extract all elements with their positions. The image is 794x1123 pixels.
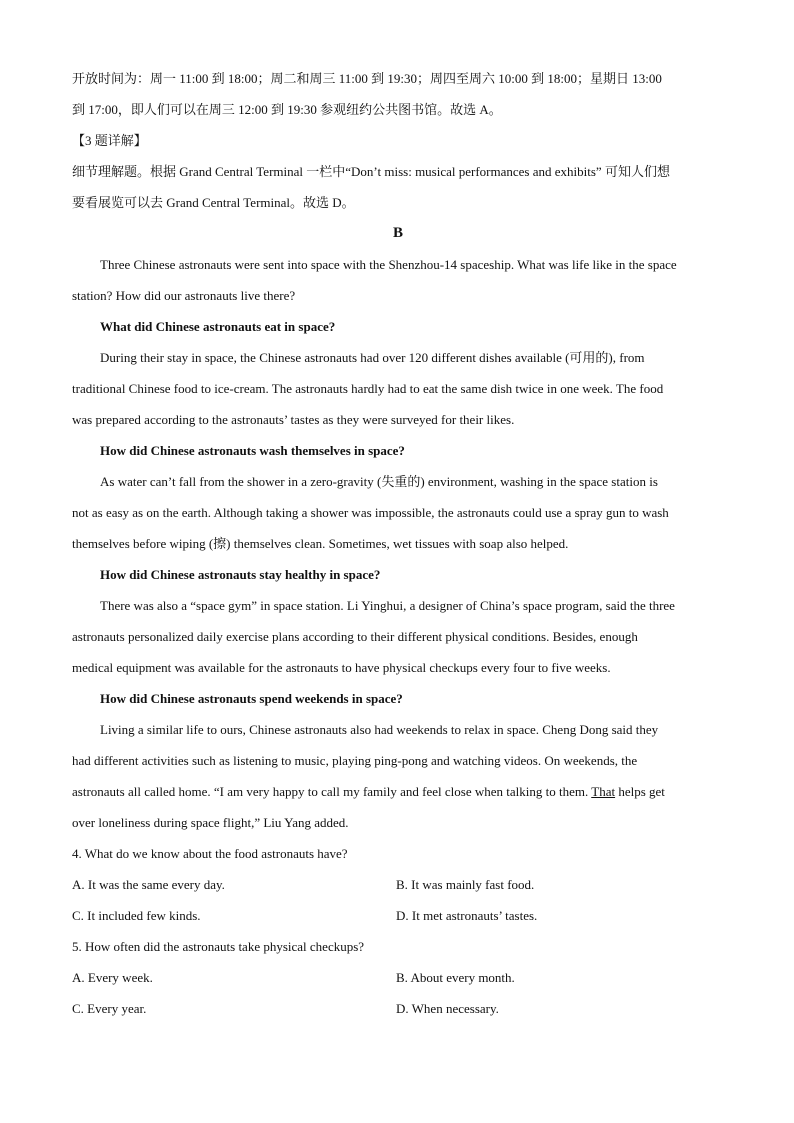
section-title: B [392,225,403,241]
question-4: 4. What do we know about the food astronauts have? [72,846,348,861]
passage-heading-wash: How did Chinese astronauts wash themselves in space? [100,443,405,458]
question-5: 5. How often did the astronauts take physical checkups? [72,939,365,954]
question-5-options-row [72,993,724,1024]
answer-explanation-line: 到 17:00，即人们可以在周三 12:00 到 19:30 参观纽约公共图书馆。故选 A。 [72,102,502,117]
passage-intro-line: Three Chinese astronauts were sent into space with the Shenzhou-14 spaceship. What was life like in the space [100,257,677,272]
paragraph-line: had different activities such as listening to music, playing ping-pong and watching videos. On weekends, the [72,753,638,768]
question-4-options-row [72,869,724,900]
paragraph-line: astronauts personalized daily exercise plans according to their different physical conditions. Besides, enough [72,629,638,644]
paragraph-line: not as easy as on the earth. Although taking a shower was impossible, the astronauts could use a spray gun to wash [72,505,669,520]
text-span: helps get [615,784,665,799]
paragraph-line: medical equipment was available for the astronauts to have physical checkups every four to five weeks. [72,660,611,675]
passage-intro-line: station? How did our astronauts live there? [72,288,296,303]
passage-heading-healthy: How did Chinese astronauts stay healthy in space? [100,567,381,582]
passage-heading-eat: What did Chinese astronauts eat in space? [100,319,336,334]
option-b: B. It was mainly fast food. [396,877,535,892]
option-d: D. When necessary. [396,1001,499,1016]
option-a: A. Every week. [72,970,153,985]
paragraph-line: was prepared according to the astronauts’ tastes as they were surveyed for their likes. [72,412,515,427]
question-4-options-row [72,900,724,931]
option-c: C. Every year. [72,1001,147,1016]
paragraph-line [72,776,724,807]
text-span: astronauts all called home. “I am very happy to call my family and feel close when talking to them. [72,784,592,799]
paragraph-line: Living a similar life to ours, Chinese astronauts also had weekends to relax in space. Cheng Dong said they [100,722,659,737]
page-content [72,63,724,1024]
answer-explanation-line: 开放时间为：周一 11:00 到 18:00；周二和周三 11:00 到 19:30；周四至周六 10:00 到 18:00；星期日 13:00 [72,71,662,86]
option-d: D. It met astronauts’ tastes. [396,908,538,923]
paragraph-line: As water can’t fall from the shower in a zero-gravity (失重的) environment, washing in the space station is [100,474,658,489]
q3-explanation-line: 细节理解题。根据 Grand Central Terminal 一栏中“Don’t miss: musical performances and exhibits” 可知人们想 [72,164,670,179]
passage-heading-weekends: How did Chinese astronauts spend weekends in space? [100,691,403,706]
paragraph-line: over loneliness during space flight,” Liu Yang added. [72,815,349,830]
option-c: C. It included few kinds. [72,908,201,923]
underlined-word: That [591,784,616,799]
q3-explanation-title: 【3 题详解】 [72,133,147,148]
option-b: B. About every month. [396,970,515,985]
option-a: A. It was the same every day. [72,877,225,892]
paragraph-line: themselves before wiping (擦) themselves clean. Sometimes, wet tissues with soap also helped. [72,536,569,551]
q3-explanation-line: 要看展览可以去 Grand Central Terminal。故选 D。 [72,195,355,210]
paragraph-line: There was also a “space gym” in space station. Li Yinghui, a designer of China’s space program, said the three [100,598,675,613]
question-5-options-row [72,962,724,993]
paragraph-line: traditional Chinese food to ice-cream. The astronauts hardly had to eat the same dish twice in one week. The food [72,381,664,396]
paragraph-line: During their stay in space, the Chinese astronauts had over 120 different dishes available (可用的), from [100,350,645,365]
